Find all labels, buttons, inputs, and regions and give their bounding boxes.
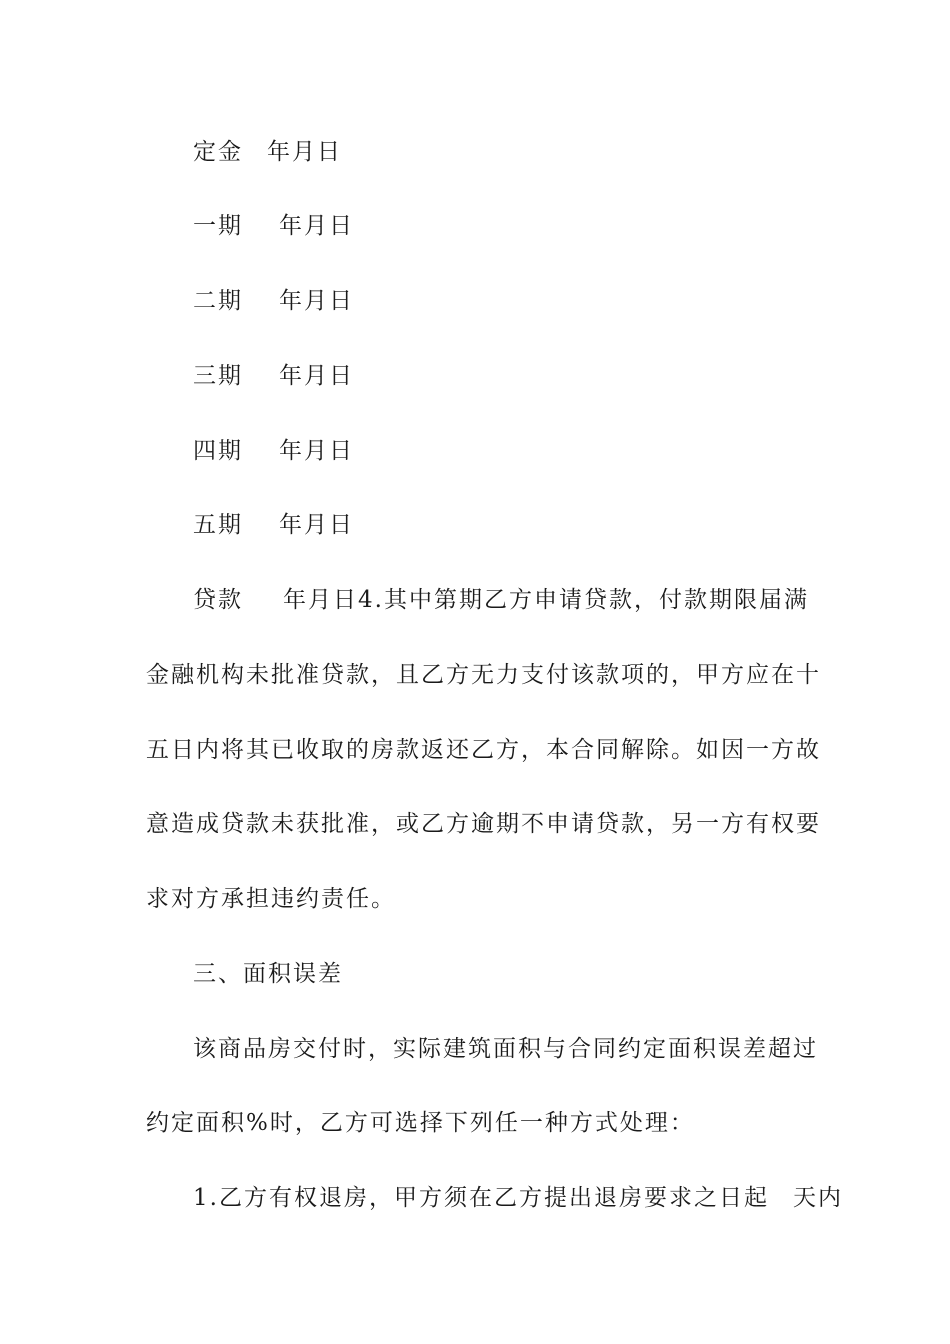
loan-clause-line-5: 求对方承担违约责任。 bbox=[146, 886, 396, 912]
loan-clause-line-1 bbox=[193, 585, 809, 615]
loan-clause-line-2: 金融机构未批准贷款，且乙方无力支付该款项的，甲方应在十 bbox=[146, 662, 821, 688]
item1-line-1 bbox=[193, 1183, 843, 1213]
loan-clause-line-3: 五日内将其已收取的房款返还乙方，本合同解除。如因一方故 bbox=[146, 737, 821, 763]
area-clause-line-1: 该商品房交付时，实际建筑面积与合同约定面积误差超过 bbox=[193, 1036, 818, 1062]
schedule-row-phase2 bbox=[193, 286, 354, 316]
schedule-row-phase1 bbox=[193, 211, 354, 241]
schedule-date: 年月日 bbox=[279, 512, 354, 538]
schedule-row-phase3 bbox=[193, 361, 354, 391]
schedule-date: 年月日 bbox=[279, 288, 354, 314]
schedule-label: 五期 bbox=[193, 512, 243, 538]
schedule-label: 一期 bbox=[193, 213, 243, 239]
schedule-date: 年月日 bbox=[267, 139, 342, 165]
schedule-date: 年月日 bbox=[279, 438, 354, 464]
schedule-label: 贷款 bbox=[193, 587, 243, 613]
schedule-label: 定金 bbox=[193, 139, 243, 165]
section-heading: 三、面积误差 bbox=[193, 961, 343, 987]
schedule-date: 年月日 bbox=[279, 213, 354, 239]
schedule-date: 年月日 bbox=[279, 363, 354, 389]
schedule-row-phase4 bbox=[193, 436, 354, 466]
item1-text: 1.乙方有权退房，甲方须在乙方提出退房要求之日起 bbox=[193, 1185, 769, 1211]
schedule-label: 三期 bbox=[193, 363, 243, 389]
schedule-row-phase5 bbox=[193, 510, 354, 540]
item1-tail: 天内 bbox=[792, 1185, 843, 1211]
area-clause-line-2: 约定面积%时，乙方可选择下列任一种方式处理： bbox=[146, 1110, 695, 1136]
clause-text: 4.其中第期乙方申请贷款，付款期限届满 bbox=[358, 587, 809, 613]
loan-clause-line-4: 意造成贷款未获批准，或乙方逾期不申请贷款，另一方有权要 bbox=[146, 811, 821, 837]
schedule-label: 四期 bbox=[193, 438, 243, 464]
schedule-date: 年月日 bbox=[283, 587, 358, 613]
schedule-row-deposit bbox=[193, 137, 342, 167]
schedule-label: 二期 bbox=[193, 288, 243, 314]
